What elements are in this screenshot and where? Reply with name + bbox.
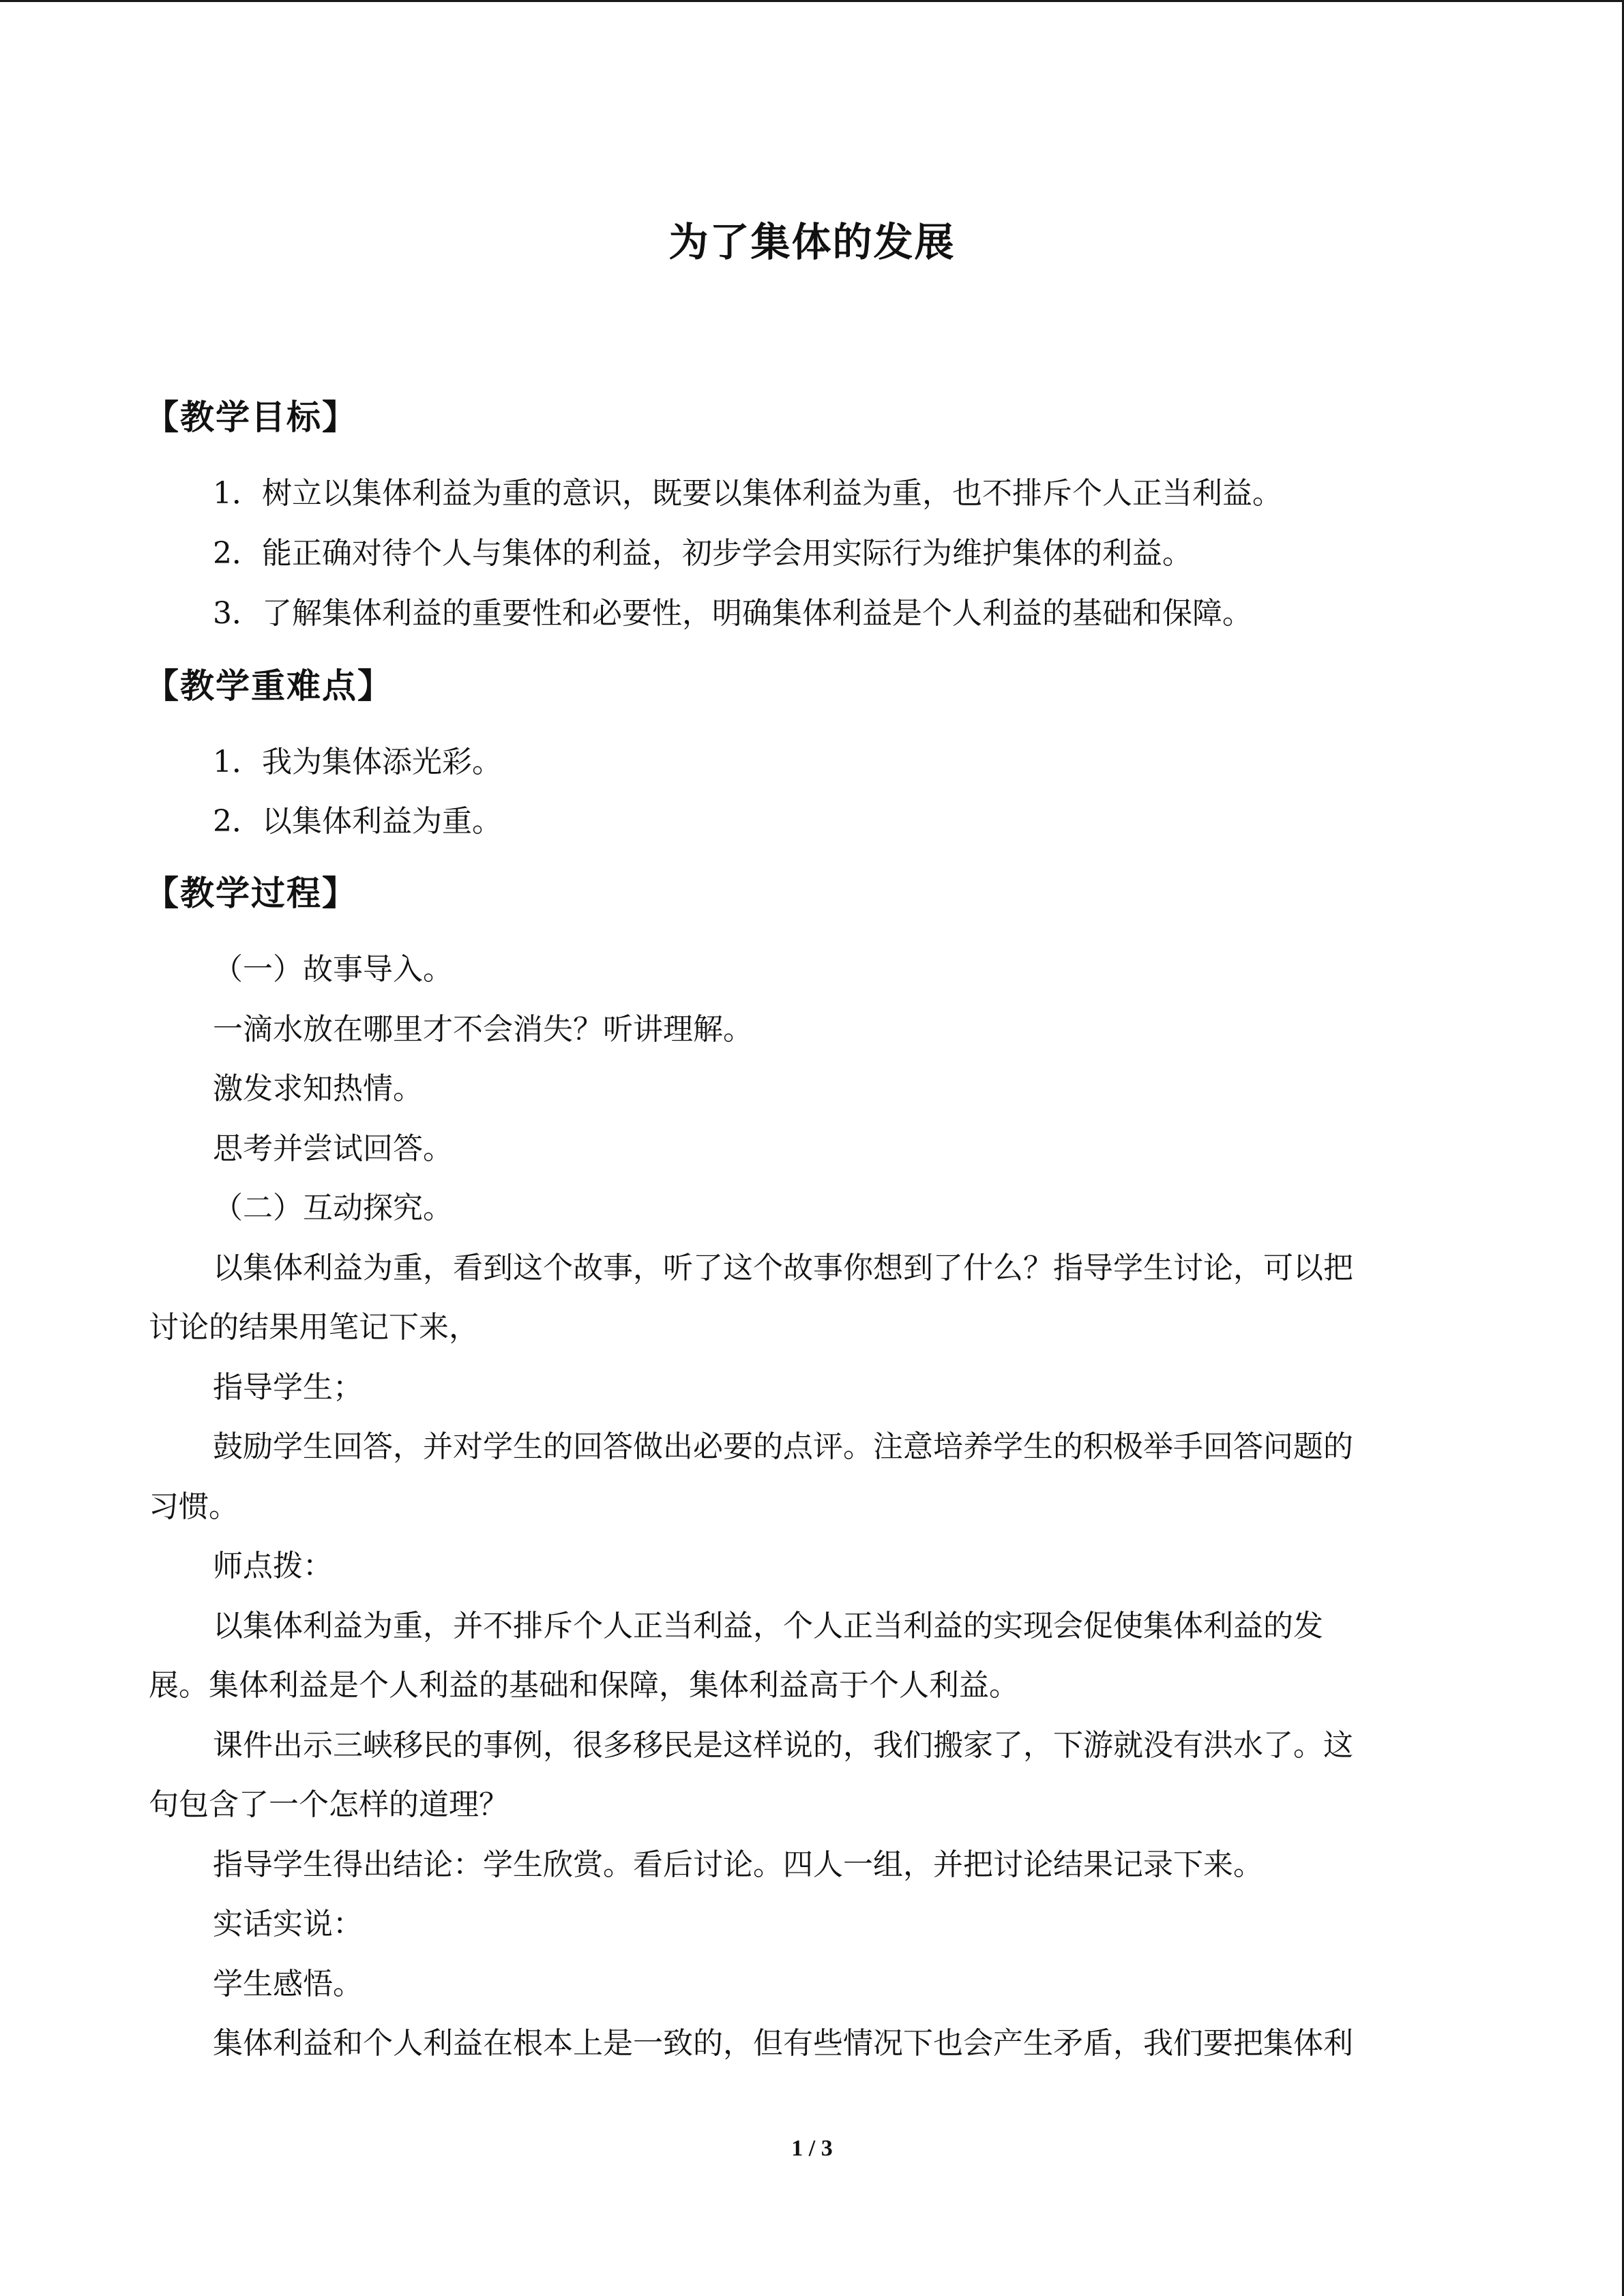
process-paragraph-continuation: 展。集体利益是个人利益的基础和保障，集体利益高于个人利益。 bbox=[149, 1668, 1019, 1703]
section-heading-objectives: 【教学目标】 bbox=[145, 398, 357, 437]
page-number: 1 / 3 bbox=[791, 2136, 833, 2161]
key-point-item: 1．我为集体添光彩。 bbox=[213, 745, 502, 779]
process-paragraph-continuation: 讨论的结果用笔记下来， bbox=[149, 1310, 479, 1345]
process-paragraph: 指导学生； bbox=[213, 1370, 363, 1405]
process-paragraph: 思考并尝试回答。 bbox=[213, 1131, 453, 1166]
process-paragraph: 课件出示三峡移民的事例，很多移民是这样说的，我们搬家了，下游就没有洪水了。这 bbox=[213, 1728, 1353, 1763]
objective-item: 2．能正确对待个人与集体的利益，初步学会用实际行为维护集体的利益。 bbox=[213, 536, 1192, 571]
key-point-item: 2．以集体利益为重。 bbox=[213, 804, 502, 839]
section-heading-key-points: 【教学重难点】 bbox=[145, 666, 393, 706]
process-paragraph: 学生感悟。 bbox=[213, 1967, 363, 2001]
section-heading-process: 【教学过程】 bbox=[145, 874, 357, 913]
objective-item: 1．树立以集体利益为重的意识，既要以集体利益为重，也不排斥个人正当利益。 bbox=[213, 476, 1282, 511]
process-paragraph: （二）互动探究。 bbox=[213, 1191, 453, 1225]
process-paragraph: 鼓励学生回答，并对学生的回答做出必要的点评。注意培养学生的积极举手回答问题的 bbox=[213, 1429, 1353, 1464]
page-title: 为了集体的发展 bbox=[668, 219, 956, 265]
process-paragraph: 集体利益和个人利益在根本上是一致的，但有些情况下也会产生矛盾，我们要把集体利 bbox=[213, 2026, 1353, 2061]
process-paragraph: 师点拨： bbox=[213, 1549, 333, 1583]
objective-item: 3．了解集体利益的重要性和必要性，明确集体利益是个人利益的基础和保障。 bbox=[213, 596, 1252, 631]
process-paragraph-continuation: 句包含了一个怎样的道理？ bbox=[149, 1787, 509, 1822]
process-paragraph: 一滴水放在哪里才不会消失？听讲理解。 bbox=[213, 1012, 753, 1047]
process-paragraph: 激发求知热情。 bbox=[213, 1071, 423, 1106]
process-paragraph: 指导学生得出结论：学生欣赏。看后讨论。四人一组，并把讨论结果记录下来。 bbox=[213, 1847, 1263, 1882]
process-paragraph: 实话实说： bbox=[213, 1907, 363, 1941]
process-paragraph: 以集体利益为重，并不排斥个人正当利益，个人正当利益的实现会促使集体利益的发 bbox=[213, 1609, 1323, 1643]
page-border-top bbox=[0, 0, 1624, 2]
process-paragraph-continuation: 习惯。 bbox=[149, 1489, 239, 1524]
process-paragraph: 以集体利益为重，看到这个故事，听了这个故事你想到了什么？指导学生讨论，可以把 bbox=[213, 1251, 1353, 1285]
process-paragraph: （一）故事导入。 bbox=[213, 952, 453, 987]
